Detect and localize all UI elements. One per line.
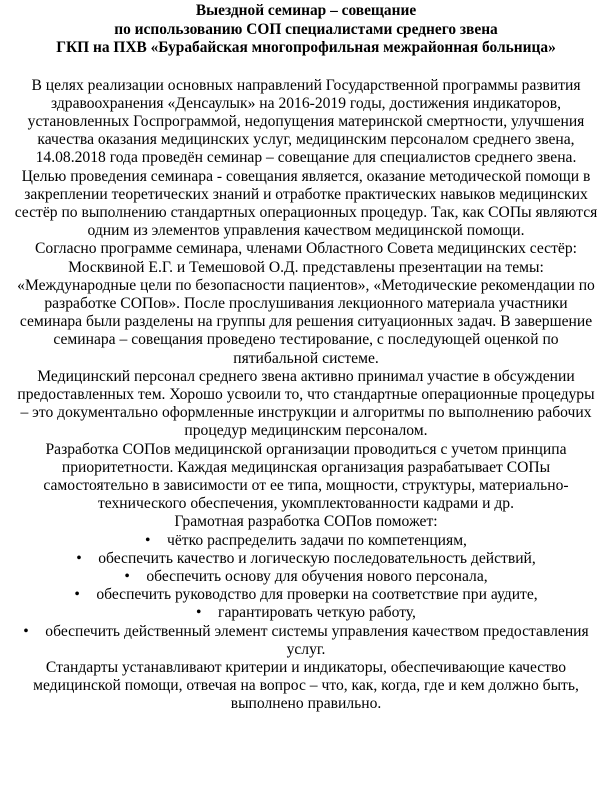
paragraph-purpose: Целью проведения семинара - совещания является, оказание методической помощи в закреплении теоретических знаний и отработке практических навыков медицинских сестёр по выполнению стандартных операционных процедур. Так, как СОПы являются одним из элементов управления качеством медицинской помощи. [14, 167, 598, 240]
list-item-text: обеспечить основу для обучения нового персонала, [146, 567, 488, 585]
list-item [12, 568, 600, 586]
paragraph-program: Согласно программе семинара, членами Областного Совета медицинских сестёр: Москвиной Е.Г. и Темешовой О.Д. представлены презентации на темы: «Международные цели по безопасности пациентов», «Методические рекомендации по разработке СОПов». После прослушивания лекционного материала участники семинара были разделены на группы для решения ситуационных задач. В завершение семинара – совещания проведено тестирование, с последующей оценкой по пятибальной системе. [17, 240, 595, 367]
list-item-text: обеспечить руководство для проверки на соответствие при аудите, [96, 586, 538, 604]
list-item-text: обеспечить качество и логическую последовательность действий, [98, 549, 536, 567]
list-item [12, 532, 600, 550]
list-item-text: чётко распределить задачи по компетенциям, [167, 531, 467, 549]
list-item-text: гарантировать четкую работу, [218, 604, 416, 622]
document-body [12, 77, 600, 714]
list-item [12, 604, 600, 622]
paragraph-participation: Медицинский персонал среднего звена активно принимал участие в обсуждении предоставленных тем. Хорошо усвоили то, что стандартные операционные процедуры – это документально оформленные инструкции и алгоритмы по выполнению рабочих процедур медицинским персоналом. [17, 367, 595, 440]
title-line-2: по использованию СОП специалистами среднего звена [114, 20, 498, 38]
document-title [12, 2, 600, 58]
list-item [12, 623, 600, 659]
list-item [12, 586, 600, 604]
title-line-1: Выездной семинар – совещание [195, 2, 417, 19]
paragraph-intro: В целях реализации основных направлений Государственной программы развития здравоохранения «Денсаулык» на 2016-2019 годы, достижения индикаторов, установленных Госпрограммой, недопущения материнской смертности, улучшения качества оказания медицинских услуг, медицинским персоналом среднего звена, 14.08.2018 года проведён семинар – совещание для специалистов среднего звена. [27, 76, 585, 167]
benefits-list [12, 532, 600, 659]
title-line-3: ГКП на ПХВ «Бурабайская многопрофильная межрайонная больница» [56, 39, 556, 56]
list-item-text: обеспечить действенный элемент системы управления качеством предоставления услуг. [45, 622, 589, 658]
paragraph-closing: Стандарты устанавливают критерии и индикаторы, обеспечивающие качество медицинской помощи, отвечая на вопрос – что, как, когда, где и кем должно быть, выполнено правильно. [33, 659, 579, 713]
list-item [12, 550, 600, 568]
paragraph-benefits-intro: Грамотная разработка СОПов поможет: [174, 513, 438, 531]
paragraph-development: Разработка СОПов медицинской организации проводиться с учетом принципа приоритетности. Каждая медицинская организация разрабатывает СОПы самостоятельно в зависимости от ее типа, мощности, структуры, материально-технического обеспечения, укомплектованности кадрами и др. [43, 440, 569, 513]
